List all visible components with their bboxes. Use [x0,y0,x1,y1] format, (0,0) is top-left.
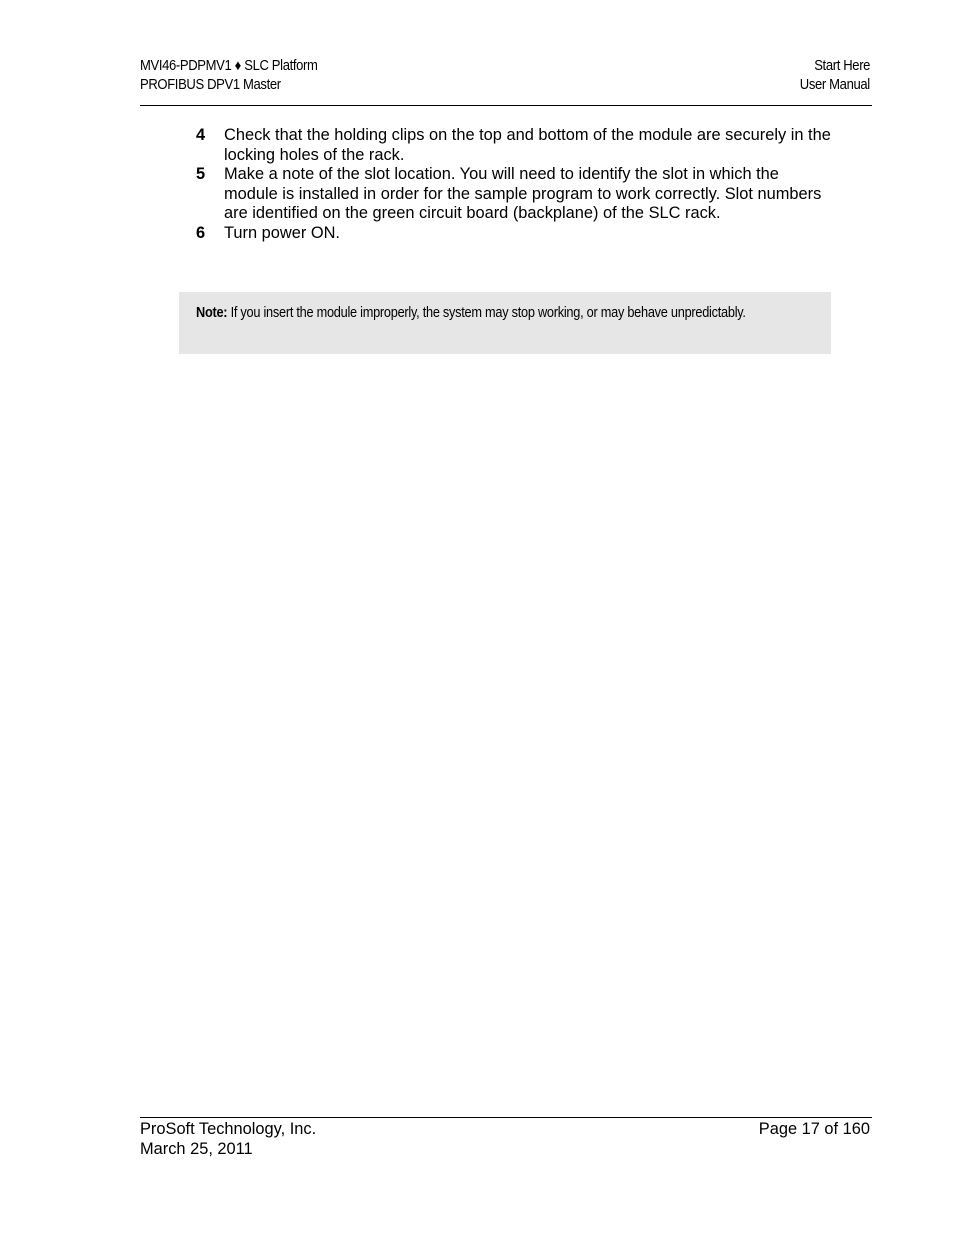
step-text: Check that the holding clips on the top and bottom of the module are securely in the locking holes of the rack. [224,126,831,164]
step-text: Make a note of the slot location. You will need to identify the slot in which the module is installed in order for the sample program to work correctly. Slot numbers are identified on the green circuit board (backplane) of the SLC rack. [224,165,822,223]
header-doc-type: User Manual [799,77,870,93]
page-header [140,57,870,105]
header-section: Start Here [814,58,870,74]
step-item [196,165,836,224]
step-number: 6 [196,223,206,242]
note-content [196,304,812,324]
footer-divider [140,1117,872,1118]
note-label: Note: [196,305,228,321]
step-number: 5 [196,165,206,184]
step-item [196,224,836,244]
step-text: Turn power ON. [224,223,340,242]
footer-date: March 25, 2011 [140,1139,253,1158]
footer-company: ProSoft Technology, Inc. [140,1120,317,1138]
footer-page-number: Page 17 of 160 [758,1120,870,1138]
header-divider [140,105,872,106]
note-box [179,292,831,354]
note-text: If you insert the module improperly, the system may stop working, or may behave unpredictably. [230,305,746,321]
step-list [196,126,836,244]
step-number: 4 [196,126,206,144]
step-item [196,126,836,165]
header-product-line: MVI46-PDPMV1 ♦ SLC Platform [140,58,318,74]
header-product-name: PROFIBUS DPV1 Master [140,77,281,93]
